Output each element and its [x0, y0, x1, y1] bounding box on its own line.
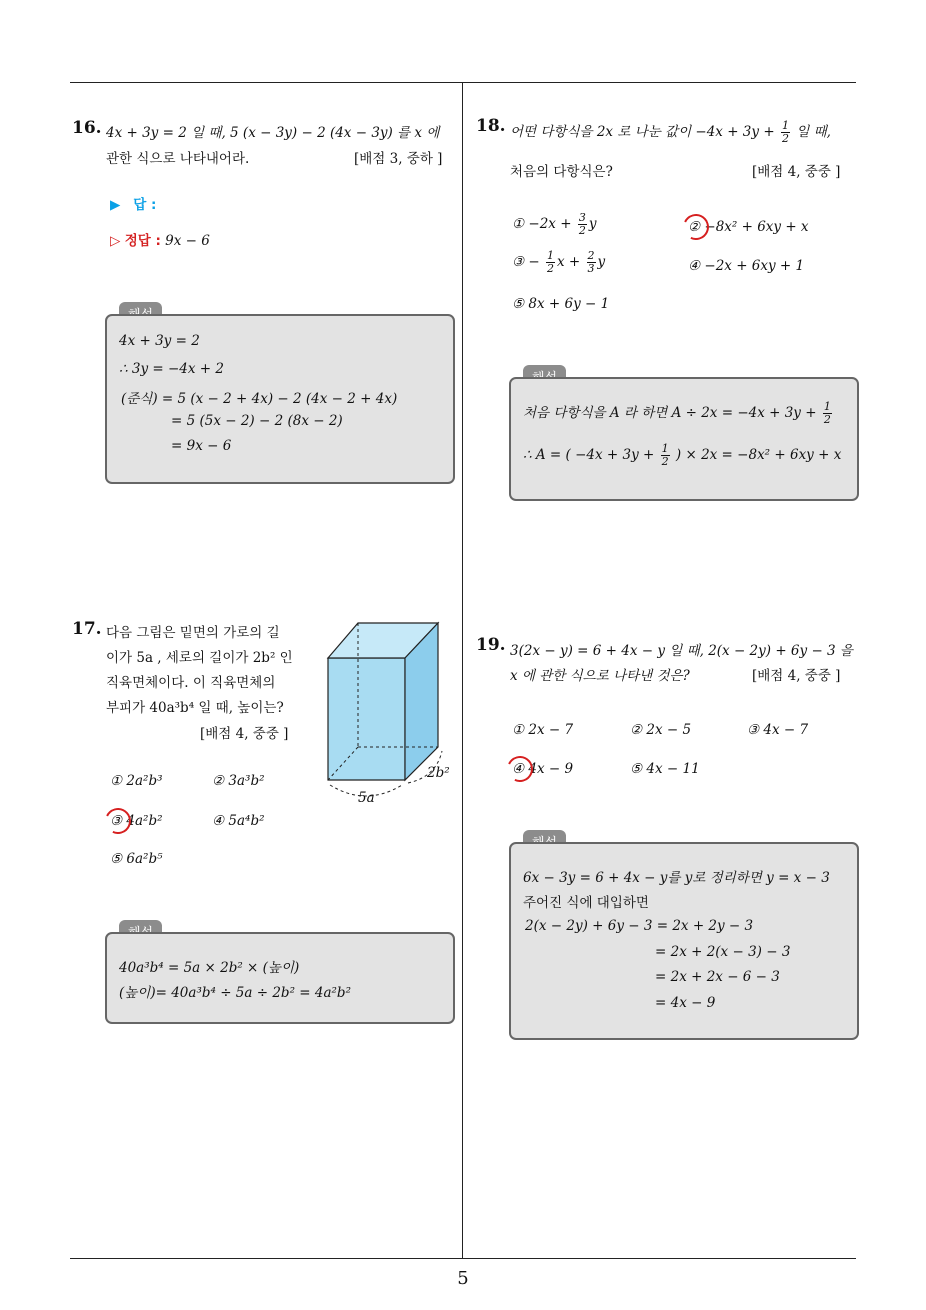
- q16-sol-line1: 4x + 3y = 2: [119, 333, 200, 349]
- play-outline-icon: ▷: [110, 233, 121, 249]
- q16-sol-line2: ∴ 3y = −4x + 2: [119, 361, 224, 377]
- q18-sol-line1: 처음 다항식을 A 라 하면 A ÷ 2x = −4x + 3y + $\frac{1}{2}$: [523, 400, 831, 426]
- q18-solution-box: [509, 377, 859, 501]
- q16-score: [배점 3, 중하 ]: [354, 151, 443, 167]
- q18-sol-line1-text: 처음 다항식을 A 라 하면 A ÷ 2x = −4x + 3y +: [523, 405, 817, 421]
- q19-option-2[interactable]: ② 2x − 5: [630, 722, 692, 738]
- q19-sol-line3: 2(x − 2y) + 6y − 3 = 2x + 2y − 3: [525, 918, 754, 934]
- q16-number: 16.: [72, 118, 102, 138]
- q17-line4: 부피가 40a³b⁴ 일 때, 높이는?: [106, 700, 284, 716]
- q17-option-1[interactable]: ① 2a²b³: [110, 773, 163, 789]
- q18-option-4[interactable]: ④ −2x + 6xy + 1: [688, 258, 805, 274]
- q19-sol-line1: 6x − 3y = 6 + 4x − y를 y로 정리하면 y = x − 3: [523, 870, 830, 886]
- top-rule: [70, 82, 856, 83]
- q16-sol-line3: (준식) = 5 (x − 2 + 4x) − 2 (4x − 2 + 4x): [121, 391, 398, 407]
- q16-sol-line4: = 5 (5x − 2) − 2 (8x − 2): [171, 413, 343, 429]
- q17-solution-box: [105, 932, 455, 1024]
- q19-score: [배점 4, 중중 ]: [752, 668, 841, 684]
- q16-correct-row: [110, 229, 210, 249]
- q16-solution-box: [105, 314, 455, 484]
- q17-score: [배점 4, 중중 ]: [200, 726, 289, 742]
- q18-option-1[interactable]: ① −2x + $\frac{3}{2}$ y: [512, 211, 597, 237]
- q17-line3: 직육면체이다. 이 직육면체의: [106, 675, 276, 691]
- q18-option-3-text: ③ −: [512, 254, 540, 270]
- q18-line1-a: 어떤 다항식을 2x 로 나눈 값이 −4x + 3y +: [510, 124, 775, 140]
- q19-sol-line2: 주어진 식에 대입하면: [523, 895, 649, 911]
- q18-option-5[interactable]: ⑤ 8x + 6y − 1: [512, 296, 610, 312]
- q19-option-5[interactable]: ⑤ 4x − 11: [630, 761, 700, 777]
- q16-line1: 4x + 3y = 2 일 때, 5 (x − 3y) − 2 (4x − 3y) 를 x 에: [106, 125, 440, 141]
- q18-frac-half: $\frac{1}{2}$: [781, 119, 789, 145]
- q18-score: [배점 4, 중중 ]: [752, 164, 841, 180]
- q19-option-3[interactable]: ③ 4x − 7: [747, 722, 809, 738]
- q19-solution-box: [509, 842, 859, 1040]
- q19-line2: x 에 관한 식으로 나타낸 것은?: [510, 668, 690, 684]
- q17-line2: 이가 5a , 세로의 길이가 2b² 인: [106, 650, 293, 666]
- q18-number: 18.: [476, 116, 506, 136]
- q17-option-4[interactable]: ④ 5a⁴b²: [212, 813, 265, 829]
- q19-selected-mark: [503, 752, 536, 785]
- bottom-rule: [70, 1258, 856, 1259]
- q16-correct-value: 9x − 6: [165, 233, 210, 249]
- q16-answer-label: 답 :: [133, 197, 157, 213]
- q17-option-3[interactable]: ③ 4a²b²: [110, 813, 163, 829]
- q18-selected-mark: [679, 210, 712, 243]
- q16-answer-row: [110, 193, 156, 213]
- q18-sol-line2-c: ) × 2x = −8x² + 6xy + x: [675, 447, 842, 463]
- q18-line2: 처음의 다항식은?: [510, 164, 613, 180]
- q17-option-2[interactable]: ② 3a³b²: [212, 773, 265, 789]
- q17-selected-mark: [101, 804, 134, 837]
- cuboid-width-label: 5a: [358, 790, 375, 806]
- q17-number: 17.: [72, 619, 102, 639]
- column-divider: [462, 83, 463, 1258]
- q18-option-1-text: ① −2x +: [512, 216, 572, 232]
- q16-correct-label: 정답 :: [124, 233, 161, 249]
- q19-sol-line6: = 4x − 9: [655, 995, 716, 1011]
- q16-sol-line5: = 9x − 6: [171, 438, 232, 454]
- q18-sol-line2-a: ∴ A = ( −4x + 3y +: [523, 447, 655, 463]
- q17-sol-line2: (높이)= 40a³b⁴ ÷ 5a ÷ 2b² = 4a²b²: [119, 985, 351, 1001]
- q19-option-4[interactable]: ④ 4x − 9: [512, 761, 574, 777]
- q18-line1: [510, 120, 831, 145]
- q19-line1: 3(2x − y) = 6 + 4x − y 일 때, 2(x − 2y) + 6y − 3 을: [510, 643, 853, 659]
- q19-sol-line5: = 2x + 2x − 6 − 3: [655, 969, 780, 985]
- q19-number: 19.: [476, 635, 506, 655]
- q18-option-3[interactable]: ③ − $\frac{1}{2}$ x + $\frac{2}{3}$ y: [512, 249, 606, 275]
- q17-sol-line1: 40a³b⁴ = 5a × 2b² × (높이): [119, 960, 300, 976]
- play-icon: ▶: [110, 197, 121, 213]
- q19-sol-line4: = 2x + 2(x − 3) − 3: [655, 944, 791, 960]
- q17-line1: 다음 그림은 밑면의 가로의 길: [106, 625, 280, 641]
- q18-line1-b: 일 때,: [796, 124, 831, 140]
- q17-option-5[interactable]: ⑤ 6a²b⁵: [110, 851, 163, 867]
- page-number: 5: [457, 1268, 469, 1289]
- q16-line2: 관한 식으로 나타내어라.: [106, 151, 250, 167]
- cuboid-depth-label: 2b²: [427, 765, 450, 781]
- q18-option-2[interactable]: ② −8x² + 6xy + x: [688, 219, 809, 235]
- q18-sol-line2: ∴ A = ( −4x + 3y + $\frac{1}{2}$ ) × 2x = −8x² + 6xy + x: [523, 442, 842, 468]
- q19-option-1[interactable]: ① 2x − 7: [512, 722, 574, 738]
